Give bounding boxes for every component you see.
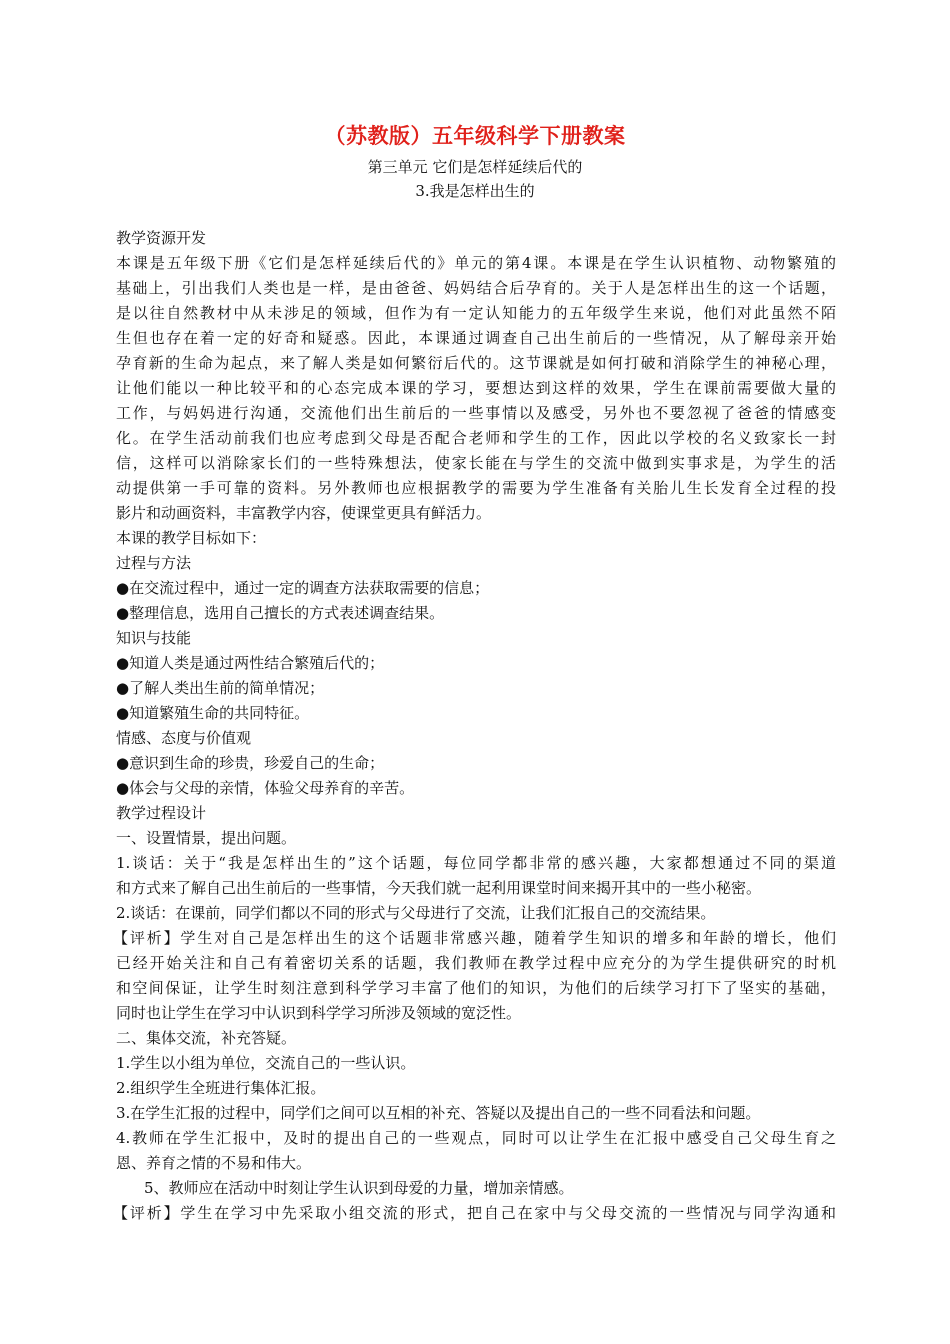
text-line: 一、设置情景，提出问题。	[116, 829, 297, 847]
text-line: 1.谈话：关于“我是怎样出生的”这个话题，每位同学都非常的感兴趣，大家都想通过不同的渠道	[116, 854, 836, 872]
text-line: 让他们能以一种比较平和的心态完成本课的学习，要想达到这样的效果，学生在课前需要做大量的	[116, 379, 836, 397]
text-line: 【评析】学生在学习中先采取小组交流的形式，把自己在家中与父母交流的一些情况与同学沟通和	[113, 1204, 836, 1222]
text-line: 基础上，引出我们人类也是一样，是由爸爸、妈妈结合后孕育的。关于人是怎样出生的这一个话题，	[116, 279, 836, 297]
text-line: 本课的教学目标如下：	[116, 529, 267, 547]
text-line: 信，这样可以消除家长们的一些特殊想法，使家长能在与学生的交流中做到实事求是，为学生的活	[116, 454, 836, 472]
text-line: 知识与技能	[116, 629, 192, 647]
text-line: 和空间保证，让学生时刻注意到科学学习丰富了他们的知识，为他们的后续学习打下了坚实的基础，	[116, 979, 836, 997]
text-line: 影片和动画资料，丰富教学内容，使课堂更具有鲜活力。	[116, 504, 492, 522]
text-line: 生但也存在着一定的好奇和疑惑。因此，本课通过调查自己出生前后的一些情况，从了解母亲开始	[116, 329, 836, 347]
text-line: 恩、养育之情的不易和伟大。	[116, 1154, 312, 1172]
lesson-heading: 3.我是怎样出生的	[415, 182, 535, 200]
document-body	[113, 226, 836, 1226]
unit-heading: 第三单元 它们是怎样延续后代的	[367, 158, 583, 176]
text-line: 动提供第一手可靠的资料。另外教师也应根据教学的需要为学生准备有关胎儿生长发育全过程的投	[116, 479, 836, 497]
text-line: 二、集体交流，补充答疑。	[116, 1029, 297, 1047]
text-line: 5、教师应在活动中时刻让学生认识到母爱的力量，增加亲情感。	[144, 1179, 574, 1197]
text-line: ●知道繁殖生命的共同特征。	[116, 704, 310, 722]
text-line: 过程与方法	[116, 554, 192, 572]
text-line: 教学资源开发	[116, 229, 207, 247]
text-line: 是以往自然教材中从未涉足的领域，但作为有一定认知能力的五年级学生来说，他们对此虽然不陌	[116, 304, 836, 322]
text-line: ●整理信息，选用自己擅长的方式表述调查结果。	[116, 604, 445, 622]
text-line: ●体会与父母的亲情，体验父母养育的辛苦。	[116, 779, 415, 797]
text-line: 和方式来了解自己出生前后的一些事情，今天我们就一起利用课堂时间来揭开其中的一些小秘密。	[116, 879, 762, 897]
text-line: 工作，与妈妈进行沟通，交流他们出生前后的一些事情以及感受，另外也不要忽视了爸爸的情感变	[116, 404, 836, 422]
text-line: ●在交流过程中，通过一定的调查方法获取需要的信息；	[116, 579, 490, 597]
text-line: ●意识到生命的珍贵，珍爱自己的生命；	[116, 754, 385, 772]
text-line: 化。在学生活动前我们也应考虑到父母是否配合老师和学生的工作，因此以学校的名义致家长一封	[116, 429, 836, 447]
text-line: 孕育新的生命为起点，来了解人类是如何繁衍后代的。这节课就是如何打破和消除学生的神秘心理，	[116, 354, 836, 372]
text-line: 1.学生以小组为单位，交流自己的一些认识。	[116, 1054, 416, 1072]
text-line: 2.谈话：在课前，同学们都以不同的形式与父母进行了交流，让我们汇报自己的交流结果。	[116, 904, 716, 922]
text-line: 3.在学生汇报的过程中，同学们之间可以互相的补充、答疑以及提出自己的一些不同看法和问题。	[116, 1104, 761, 1122]
text-line: 4.教师在学生汇报中，及时的提出自己的一些观点，同时可以让学生在汇报中感受自己父母生育之	[116, 1129, 836, 1147]
text-line: 【评析】学生对自己是怎样出生的这个话题非常感兴趣，随着学生知识的增多和年龄的增长，他们	[113, 929, 836, 947]
text-line: ●知道人类是通过两性结合繁殖后代的；	[116, 654, 385, 672]
text-line: 教学过程设计	[116, 804, 207, 822]
text-line: 2.组织学生全班进行集体汇报。	[116, 1079, 326, 1097]
text-line: 本课是五年级下册《它们是怎样延续后代的》单元的第4课。本课是在学生认识植物、动物繁殖的	[116, 254, 836, 272]
text-line: ●了解人类出生前的简单情况；	[116, 679, 325, 697]
text-line: 已经开始关注和自己有着密切关系的话题，我们教师在教学过程中应充分的为学生提供研究的时机	[116, 954, 836, 972]
text-line: 同时也让学生在学习中认识到科学学习所涉及领域的宽泛性。	[116, 1004, 522, 1022]
text-line: 情感、态度与价值观	[116, 729, 252, 747]
document-title: （苏教版）五年级科学下册教案	[324, 124, 626, 148]
